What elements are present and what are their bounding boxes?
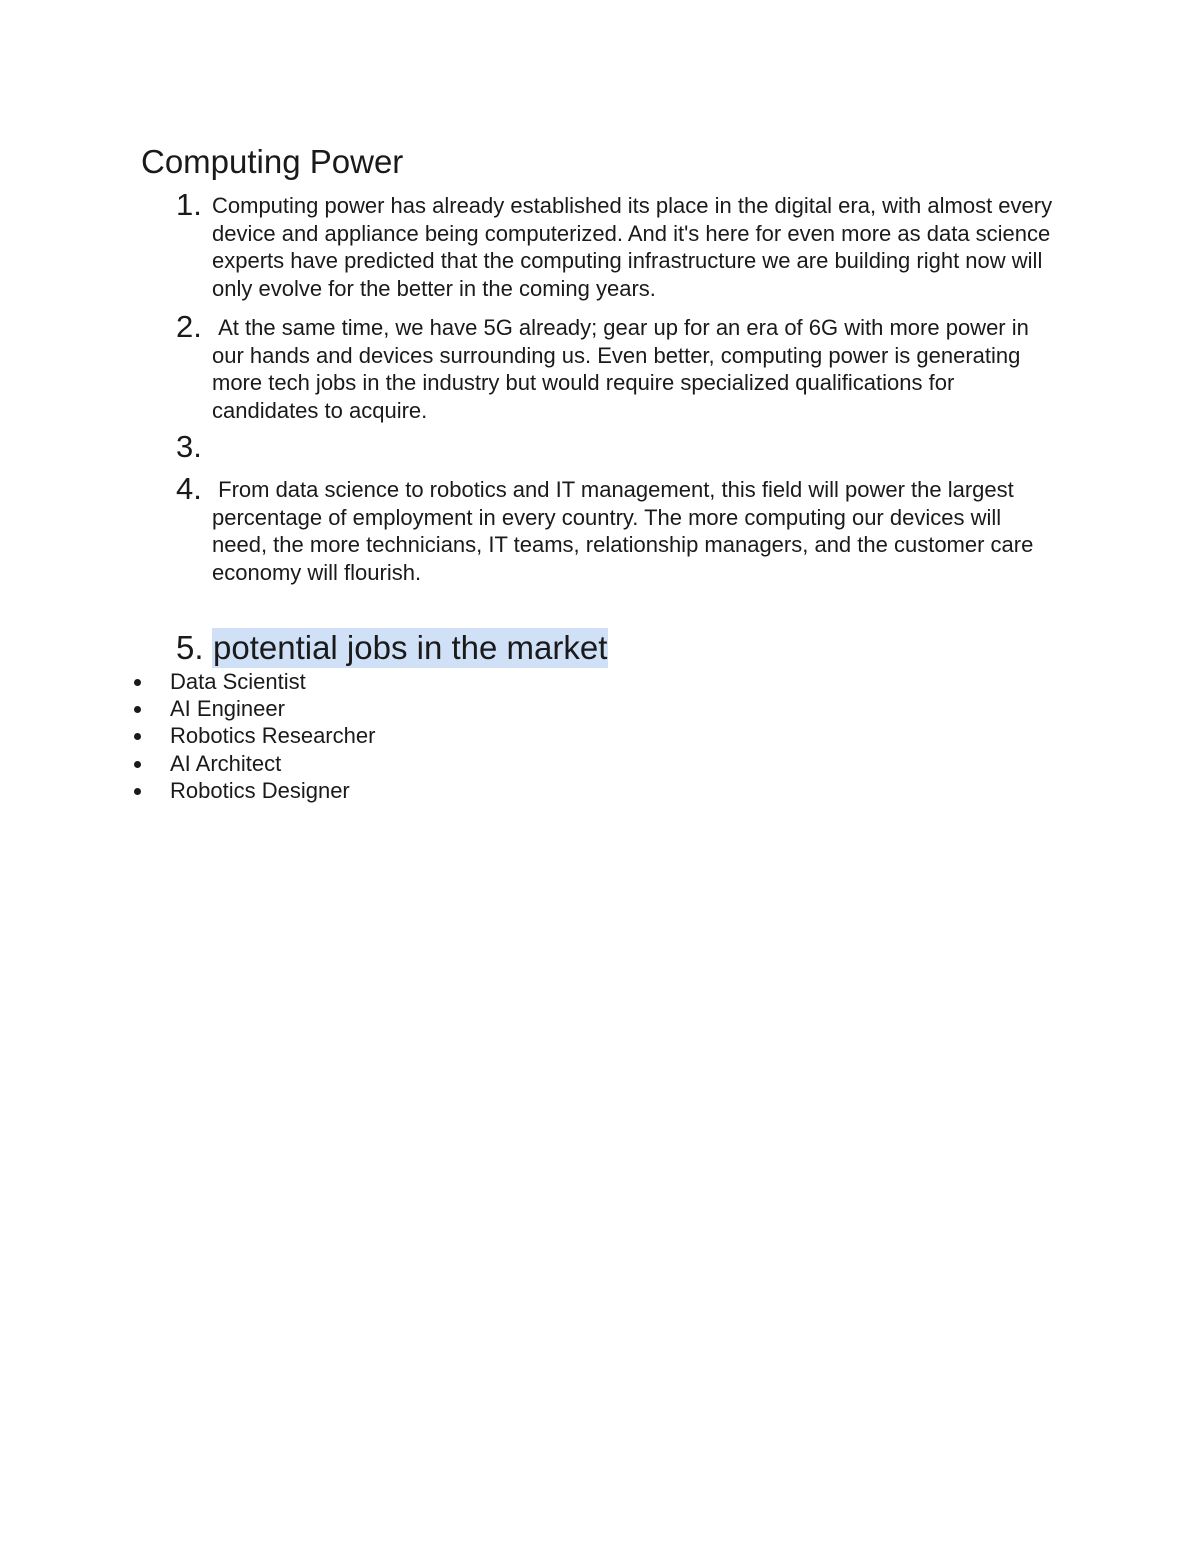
bullet-text: AI Engineer [170,696,285,722]
item-number: 3. [176,429,202,464]
numbered-item-2 [176,310,1066,425]
bullet-text: Robotics Designer [170,777,350,803]
document-title: Computing Power [141,143,404,180]
item-text: From data science to robotics and IT management, this field will power the largest percentage of employment in every country. The more computing our devices will need, the more technicians, IT teams, relationship managers, and the customer care economy will flourish. [212,477,1040,585]
bullet-icon [134,706,141,713]
bullet-icon [134,679,141,686]
numbered-heading-5 [176,628,1066,668]
bullet-icon [134,733,141,740]
item-number: 4. [176,471,202,506]
item-text: Computing power has already established its place in the digital era, with almost every device and appliance being computerized. And it's here for even more as data science experts have predicted that the computing infrastructure we are building right now will only evolve for the better in the coming years. [212,193,1053,301]
item-number: 5. [176,629,204,666]
item-number: 2. [176,309,202,344]
bullet-icon [134,788,141,795]
bullet-text: Robotics Researcher [170,723,376,749]
bullet-text: AI Architect [170,750,282,776]
item-number: 1. [176,187,202,222]
numbered-item-1 [176,188,1066,303]
highlighted-heading[interactable]: potential jobs in the market [213,629,608,666]
item-text [212,430,1062,434]
numbered-item-4 [176,472,1066,587]
numbered-item-3 [176,430,1066,466]
bullet-icon [134,761,141,768]
item-text: At the same time, we have 5G already; gear up for an era of 6G with more power in our hands and devices surrounding us. Even better, computing power is generating more tech jobs in the industry but would require specialized qualifications for candidates to acquire. [212,315,1035,423]
bullet-text: Data Scientist [170,669,306,694]
